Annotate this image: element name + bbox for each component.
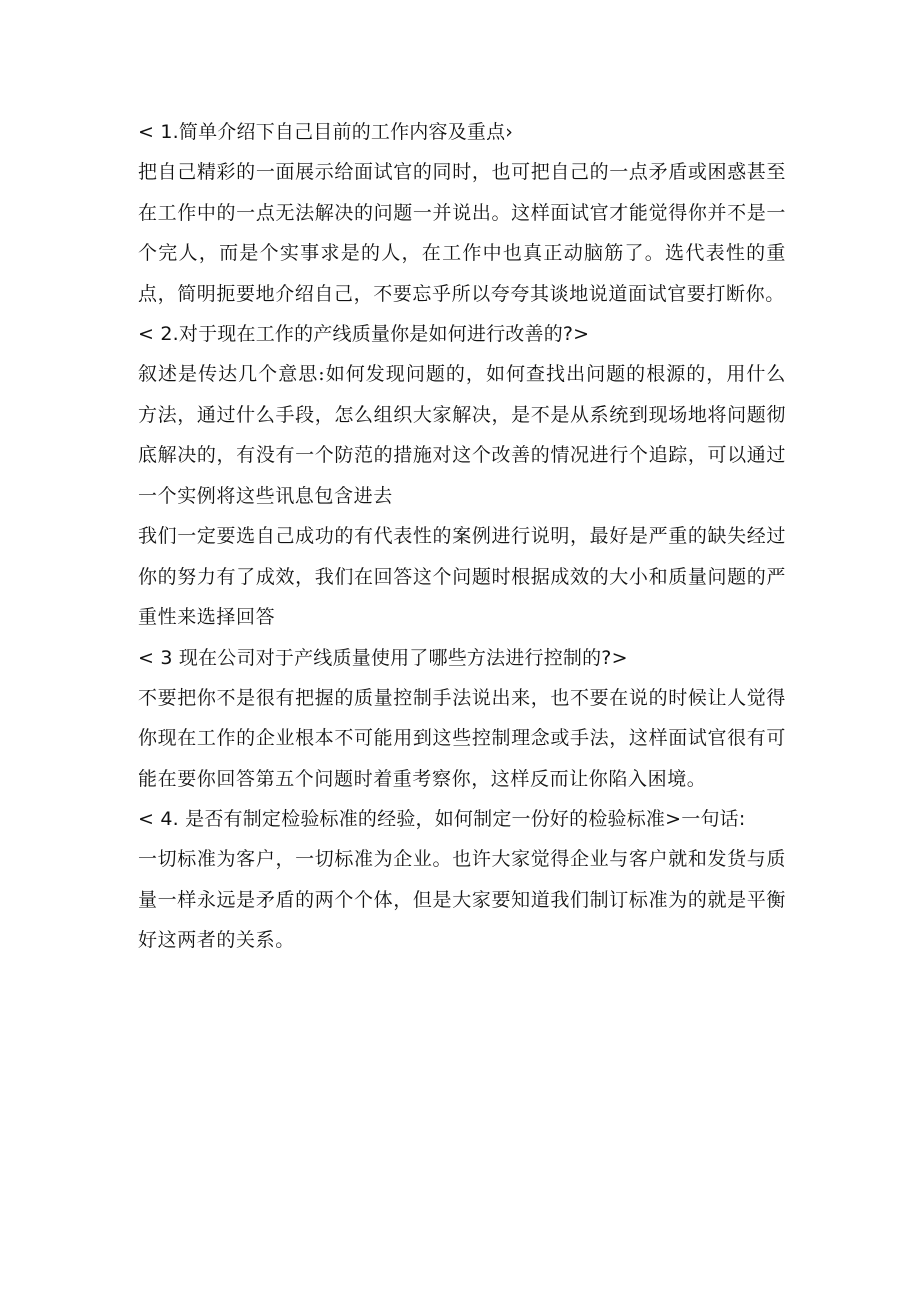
answer-paragraph: 不要把你不是很有把握的质量控制手法说出来，也不要在说的时候让人觉得你现在工作的企业根本不可能用到这些控制理念或手法，这样面试官很有可能在要你回答第五个问题时着重考察你，这样反而让你陷入困境。 xyxy=(138,686,786,790)
question-heading-2: < 2.对于现在工作的产线质量你是如何进行改善的?> xyxy=(138,323,590,345)
answer-paragraph: 叙述是传达几个意思:如何发现问题的，如何查找出问题的根源的，用什么方法，通过什么手段，怎么组织大家解决，是不是从系统到现场地将问题彻底解决的，有没有一个防范的措施对这个改善的情况进行个追踪，可以通过一个实例将这些讯息包含进去 xyxy=(138,363,786,507)
document-page xyxy=(138,112,786,961)
question-heading-4: < 4. 是否有制定检验标准的经验，如何制定一份好的检验标准>一句话: xyxy=(138,808,746,830)
question-heading-3: < 3 现在公司对于产线质量使用了哪些方法进行控制的?> xyxy=(138,646,628,669)
answer-paragraph: 一切标准为客户，一切标准为企业。也许大家觉得企业与客户就和发货与质量一样永远是矛盾的两个个体，但是大家要知道我们制订标准为的就是平衡好这两者的关系。 xyxy=(138,848,786,951)
question-heading-1: < 1.简单介绍下自己目前的工作内容及重点› xyxy=(138,121,514,143)
answer-paragraph: 把自己精彩的一面展示给面试官的同时，也可把自己的一点矛盾或困惑甚至在工作中的一点无法解决的问题一并说出。这样面试官才能觉得你并不是一个完人，而是个实事求是的人，在工作中也真正动脑筋了。选代表性的重点，简明扼要地介绍自己，不要忘乎所以夸夸其谈地说道面试官要打断你。 xyxy=(138,161,786,305)
answer-paragraph: 我们一定要选自己成功的有代表性的案例进行说明，最好是严重的缺失经过你的努力有了成效，我们在回答这个问题时根据成效的大小和质量问题的严重性来选择回答 xyxy=(138,525,786,628)
